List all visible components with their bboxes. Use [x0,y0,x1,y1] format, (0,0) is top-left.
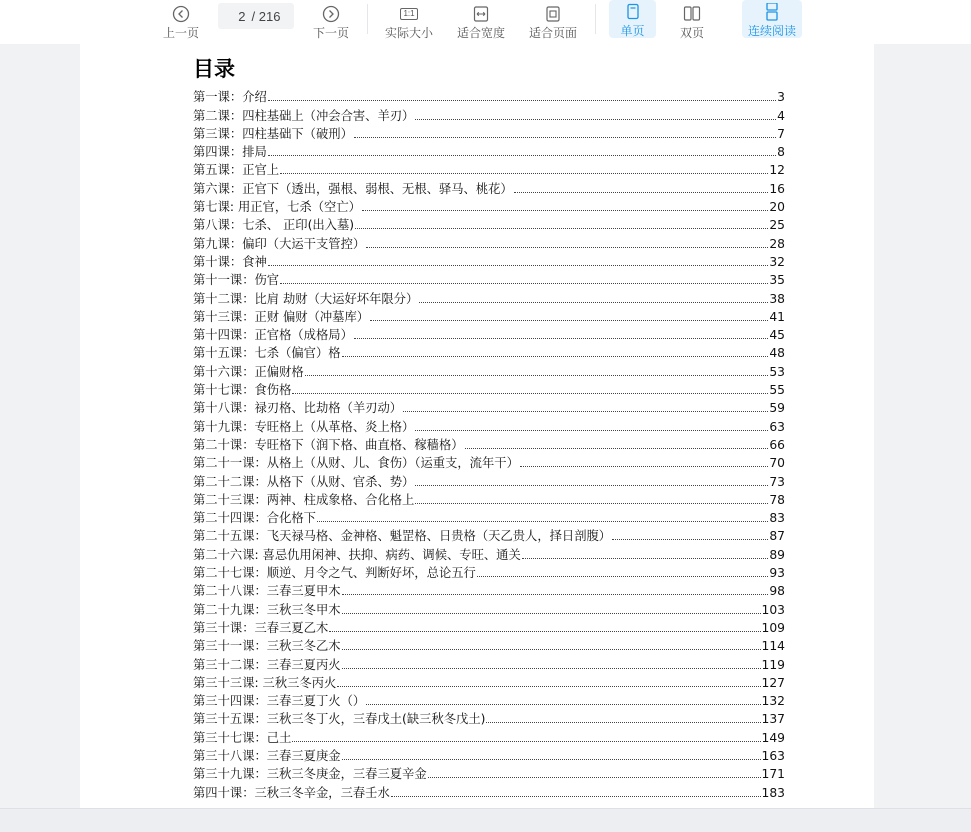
toc-leader-dots [292,741,760,742]
toc-entry-title: 第三课：四柱基础下（破刑） [193,126,353,141]
toc-entry[interactable] [193,306,785,324]
toc-entry-title: 第十一课：伤官 [193,273,280,288]
toc-leader-dots [317,521,768,522]
toc-entry[interactable] [193,726,785,744]
toc-entry-page: 12 [769,163,785,178]
toc-entry-page: 127 [761,675,785,690]
chevron-left-circle-icon [172,5,190,23]
toc-entry[interactable] [193,489,785,507]
toc-entry-page: 55 [769,383,785,398]
toc-entry[interactable] [193,470,785,488]
toc-entry[interactable] [193,763,785,781]
bottom-status-bar [0,808,971,832]
actual-size-icon [400,5,418,23]
toc-entry[interactable] [193,690,785,708]
toc-entry[interactable] [193,123,785,141]
toc-entry-title: 第十八课：禄刃格、比劫格（羊刃动） [193,401,403,416]
toc-entry[interactable] [193,745,785,763]
toc-leader-dots [612,539,768,540]
toc-leader-dots [362,210,768,211]
toc-entry-page: 7 [777,126,785,141]
toc-leader-dots [366,247,768,248]
toc-entry[interactable] [193,598,785,616]
toc-entry-page: 183 [761,785,785,800]
toc-entry[interactable] [193,434,785,452]
toolbar-divider [595,4,596,34]
toc-leader-dots [465,448,769,449]
toc-entry-page: 98 [769,584,785,599]
toc-entry[interactable] [193,452,785,470]
toc-leader-dots [342,356,769,357]
toc-entry[interactable] [193,177,785,195]
toc-entry-page: 16 [769,181,785,196]
toc-entry-title: 第二十六课: 喜忌仇用闲神、扶抑、病药、调候、专旺、通关 [193,547,521,562]
toc-entry-page: 83 [769,511,785,526]
toc-entry-page: 137 [761,712,785,727]
toc-entry-title: 第十九课：专旺格上（从革格、炎上格） [193,419,415,434]
toc-entry[interactable] [193,104,785,122]
toc-leader-dots [514,192,769,193]
toc-entry-title: 第二十三课：两神、柱成象格、合化格上 [193,492,415,507]
toc-entry-page: 41 [769,309,785,324]
toc-leader-dots [342,759,761,760]
viewer-toolbar [0,0,971,44]
toc-entry-page: 109 [761,620,785,635]
actual-size-button[interactable] [383,0,435,40]
toc-entry[interactable] [193,525,785,543]
double-page-label: 双页 [679,26,704,40]
toc-entry[interactable] [193,507,785,525]
toc-entry-title: 第二课：四柱基础上（冲会合害、羊刃） [193,108,415,123]
toc-leader-dots [415,485,768,486]
toc-entry-page: 48 [769,346,785,361]
toc-entry[interactable] [193,287,785,305]
toc-leader-dots [419,302,768,303]
toc-entry-page: 3 [777,90,785,105]
toc-entry-title: 第十七课：食伤格 [193,383,292,398]
toc-leader-dots [415,430,768,431]
toc-leader-dots [391,796,761,797]
toc-entry-title: 第七课: 用正官，七杀（空亡） [193,200,361,215]
fit-page-icon [544,5,562,23]
toc-entry[interactable] [193,269,785,287]
toc-entry[interactable] [193,415,785,433]
toc-entry[interactable] [193,580,785,598]
toc-leader-dots [292,393,768,394]
fit-page-button[interactable] [527,0,579,40]
toc-leader-dots [355,228,768,229]
toc-entry-page: 132 [761,694,785,709]
toc-entry-page: 149 [761,730,785,745]
single-page-button[interactable] [609,0,656,38]
document-page [80,44,874,824]
toc-leader-dots [342,649,761,650]
continuous-reading-icon [763,3,781,21]
continuous-reading-label: 连续阅读 [747,24,796,38]
toc-entry-page: 20 [769,200,785,215]
toc-entry[interactable] [193,342,785,360]
toc-entry-page: 25 [769,218,785,233]
table-of-contents [193,86,785,800]
toc-entry-page: 32 [769,254,785,269]
toc-entry-page: 28 [769,236,785,251]
toc-entry-title: 第二十八课：三春三夏甲木 [193,584,341,599]
toc-entry-page: 171 [761,767,785,782]
toc-leader-dots [342,613,761,614]
toc-entry-title: 第三十课：三春三夏乙木 [193,620,329,635]
toc-entry-page: 53 [769,364,785,379]
toc-entry-title: 第九课：偏印（大运干支管控） [193,236,366,251]
fit-page-label: 适合页面 [528,26,577,40]
toc-entry-page: 70 [769,456,785,471]
toc-entry[interactable] [193,86,785,104]
toc-leader-dots [366,704,760,705]
toc-title: 目录 [193,57,235,81]
toc-entry-page: 35 [769,273,785,288]
toc-entry-title: 第五课：正官上 [193,163,280,178]
toc-entry-page: 89 [769,547,785,562]
toc-entry[interactable] [193,360,785,378]
double-page-icon [683,5,701,23]
toc-leader-dots [415,503,768,504]
single-page-label: 单页 [620,24,645,38]
toc-entry[interactable] [193,397,785,415]
toc-entry-page: 4 [777,108,785,123]
toc-entry-title: 第一课：介绍 [193,90,267,105]
toc-entry-title: 第二十五课：飞天禄马格、金神格、魁罡格、日贵格（天乙贵人，择日剖腹） [193,529,612,544]
toc-entry-title: 第三十二课：三春三夏丙火 [193,657,341,672]
toc-entry[interactable] [193,781,785,799]
toc-entry[interactable] [193,159,785,177]
toc-entry-title: 第三十八课：三春三夏庚金 [193,748,341,763]
single-page-icon [624,3,642,21]
toc-entry-page: 8 [777,145,785,160]
toc-entry-title: 第四课：排局 [193,145,267,160]
toc-entry-page: 63 [769,419,785,434]
next-page-label: 下一页 [312,26,349,40]
toc-leader-dots [486,722,760,723]
toc-leader-dots [354,137,776,138]
toc-entry[interactable] [193,141,785,159]
toc-entry-title: 第十三课：正财 偏财（冲墓库） [193,309,370,324]
toc-entry-page: 114 [761,639,785,654]
toc-entry-page: 103 [761,602,785,617]
toc-entry[interactable] [193,672,785,690]
toc-entry-page: 45 [769,328,785,343]
page-number-input[interactable] [232,9,246,24]
toc-entry-title: 第二十二课：从格下（从财、官杀、势） [193,474,415,489]
toc-leader-dots [268,100,776,101]
toc-entry-title: 第三十七课：己土 [193,730,292,745]
toc-entry[interactable] [193,232,785,250]
toc-leader-dots [522,558,769,559]
prev-page-label: 上一页 [162,26,199,40]
toc-leader-dots [428,777,761,778]
actual-size-label: 实际大小 [384,26,433,40]
toc-entry-title: 第十五课：七杀（偏官）格 [193,346,341,361]
toc-entry-title: 第三十一课：三秋三冬乙木 [193,639,341,654]
toc-entry[interactable] [193,214,785,232]
toc-leader-dots [305,375,769,376]
continuous-reading-button[interactable] [742,0,802,38]
total-pages-text: / 216 [251,8,281,24]
toc-entry-title: 第二十七课：顺逆、月令之气、判断好坏，总论五行 [193,566,476,581]
toc-entry-page: 59 [769,401,785,416]
toc-leader-dots [268,155,776,156]
toc-entry-title: 第十六课：正偏财格 [193,364,304,379]
toc-leader-dots [354,338,768,339]
toc-entry[interactable] [193,708,785,726]
prev-page-button[interactable] [160,0,202,40]
fit-width-icon [472,5,490,23]
toc-leader-dots [342,668,761,669]
toc-entry-title: 第三十四课：三春三夏丁火（） [193,694,366,709]
fit-width-label: 适合宽度 [456,26,505,40]
toc-entry-title: 第十四课：正官格（成格局） [193,328,353,343]
toc-entry-page: 66 [769,437,785,452]
toc-leader-dots [268,265,769,266]
toc-entry[interactable] [193,653,785,671]
fit-width-button[interactable] [455,0,507,40]
toc-entry-title: 第三十九课：三秋三冬庚金，三春三夏辛金 [193,767,427,782]
toc-leader-dots [520,466,768,467]
toc-entry-title: 第四十课：三秋三冬辛金，三春壬水 [193,785,390,800]
toc-entry-title: 第十二课：比肩 劫财（大运好坏年限分） [193,291,419,306]
toc-entry[interactable] [193,251,785,269]
toc-entry[interactable] [193,635,785,653]
double-page-button[interactable] [669,0,715,40]
toc-entry[interactable] [193,196,785,214]
toc-entry-page: 93 [769,566,785,581]
toc-entry-page: 163 [761,748,785,763]
toc-entry-title: 第八课：七杀、 正印(出入墓) [193,218,355,233]
toc-entry[interactable] [193,543,785,561]
toc-leader-dots [280,283,768,284]
actual-size-icon-text: 1:1 [400,8,417,20]
toc-entry-page: 38 [769,291,785,306]
chevron-right-circle-icon [322,5,340,23]
toc-entry-page: 87 [769,529,785,544]
toc-entry-title: 第十课：食神 [193,254,267,269]
toc-leader-dots [280,173,768,174]
toc-entry[interactable] [193,617,785,635]
toc-leader-dots [329,631,760,632]
toc-leader-dots [415,119,776,120]
toc-leader-dots [477,576,769,577]
toc-entry[interactable] [193,562,785,580]
toc-leader-dots [342,594,769,595]
toc-entry-title: 第二十九课：三秋三冬甲木 [193,602,341,617]
page-number-box [218,3,294,29]
toc-entry[interactable] [193,379,785,397]
toc-leader-dots [403,411,768,412]
toc-entry-title: 第二十一课：从格上（从财、儿、食伤）（运重支，流年干） [193,456,519,471]
toolbar-divider [367,4,368,34]
toc-entry-page: 78 [769,492,785,507]
toc-entry-title: 第三十三课: 三秋三冬丙火 [193,675,337,690]
toc-entry-page: 119 [761,657,785,672]
toc-leader-dots [370,320,768,321]
toc-entry-title: 第二十课：专旺格下（润下格、曲直格、稼穑格） [193,437,464,452]
toc-entry[interactable] [193,324,785,342]
next-page-button[interactable] [310,0,352,40]
toc-leader-dots [337,686,760,687]
toc-entry-title: 第二十四课：合化格下 [193,511,316,526]
toc-entry-page: 73 [769,474,785,489]
toc-entry-title: 第六课：正官下（透出，强根、弱根、无根、驿马、桃花） [193,181,513,196]
toc-entry-title: 第三十五课：三秋三冬丁火，三春戊土(缺三秋冬戊土) [193,712,486,727]
